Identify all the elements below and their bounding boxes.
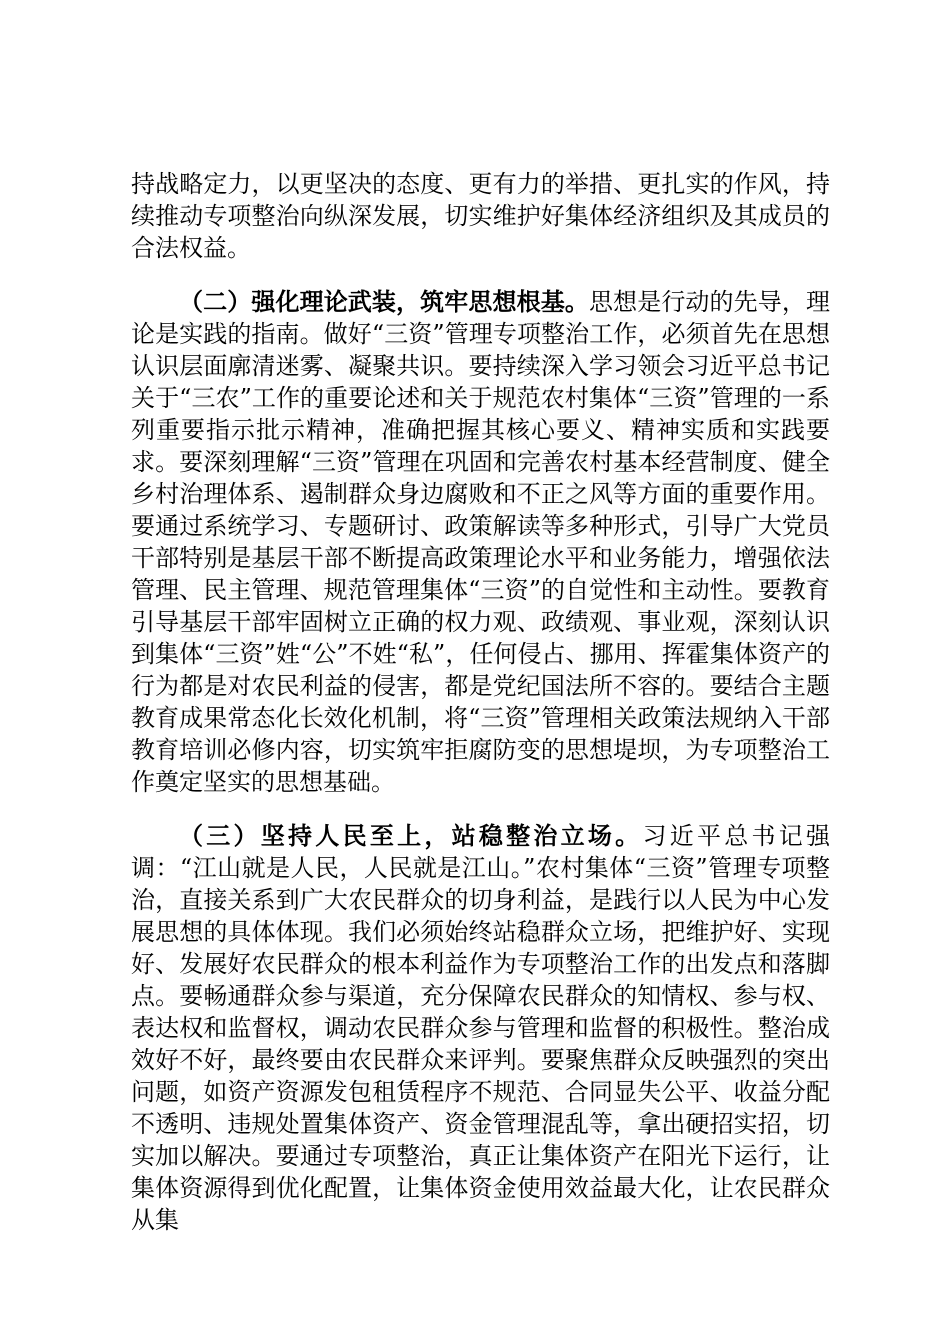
section-heading: （三）坚持人民至上，站稳整治立场。 <box>179 822 643 850</box>
paragraph-text: 思想是行动的先导，理论是实践的指南。做好“三资”管理专项整治工作，必须首先在思想认识层面廓清迷雾、凝聚共识。要持续深入学习领会习近平总书记关于“三农”工作的重要论述和关于规范农村集体“三资”管理的一系列重要指示批示精神，准确把握其核心要义、精神实质和实践要求。要深刻理解“三资”管理在巩固和完善农村基本经营制度、健全乡村治理体系、遏制群众身边腐败和不正之风等方面的重要作用。要通过系统学习、专题研讨、政策解读等多种形式，引导广大党员干部特别是基层干部不断提高政策理论水平和业务能力，增强依法管理、民主管理、规范管理集体“三资”的自觉性和主动性。要教育引导基层干部牢固树立正确的权力观、政绩观、事业观，深刻认识到集体“三资”姓“公”不姓“私”，任何侵占、挪用、挥霍集体资产的行为都是对农民利益的侵害，都是党纪国法所不容的。要结合主题教育成果常态化长效化机制，将“三资”管理相关政策法规纳入干部教育培训必修内容，切实筑牢拒腐防变的思想堤坝，为专项整治工作奠定坚实的思想基础。 <box>131 288 831 796</box>
paragraph-text: 习近平总书记强调：“江山就是人民，人民就是江山。”农村集体“三资”管理专项整治，直接关系到广大农民群众的切身利益，是践行以人民为中心发展思想的具体体现。我们必须始终站稳群众立场，把维护好、实现好、发展好农民群众的根本利益作为专项整治工作的出发点和落脚点。要畅通群众参与渠道，充分保障农民群众的知情权、参与权、表达权和监督权，调动农民群众参与管理和监督的积极性。整治成效好不好，最终要由农民群众来评判。要聚焦群众反映强烈的突出问题，如资产资源发包租赁程序不规范、合同显失公平、收益分配不透明、违规处置集体资产、资金管理混乱等，拿出硬招实招，切实加以解决。要通过专项整治，真正让集体资产在阳光下运行，让集体资源得到优化配置，让集体资金使用效益最大化，让农民群众从集 <box>131 822 831 1234</box>
section-heading: （二）强化理论武装，筑牢思想根基。 <box>179 288 589 316</box>
document-page <box>131 168 830 1236</box>
paragraph-continuation <box>131 168 830 264</box>
paragraph-text: 持战略定力，以更坚决的态度、更有力的举措、更扎实的作风，持续推动专项整治向纵深发展，切实维护好集体经济组织及其成员的合法权益。 <box>131 170 830 262</box>
paragraph-section-three <box>131 820 830 1236</box>
paragraph-section-two <box>131 286 830 798</box>
